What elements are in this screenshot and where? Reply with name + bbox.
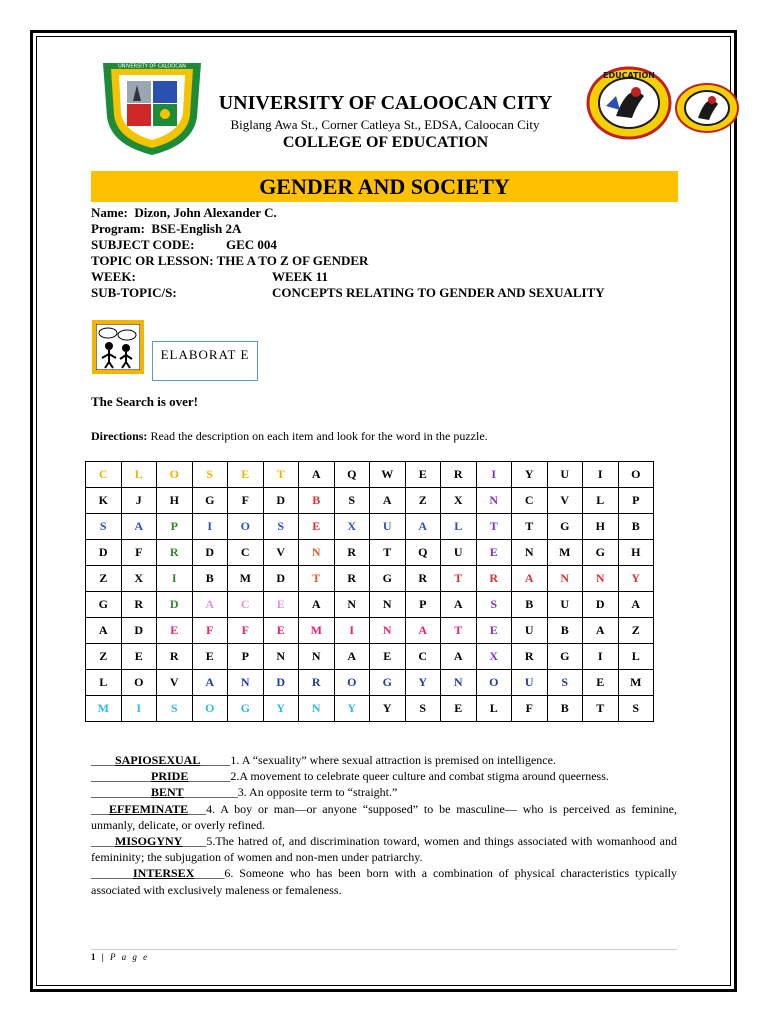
blank-pre: __________: [91, 769, 151, 784]
grid-cell: Y: [263, 696, 299, 722]
blank-post: _____: [200, 753, 231, 767]
answer-word: SAPIOSEXUAL: [115, 753, 201, 767]
grid-cell: L: [121, 462, 157, 488]
blank-pre: ____: [91, 834, 115, 849]
activity-title: The Search is over!: [91, 394, 198, 409]
page-label: P a g e: [109, 952, 150, 962]
grid-cell: G: [547, 514, 583, 540]
blank-pre: _______: [91, 866, 133, 881]
grid-cell: R: [157, 644, 193, 670]
grid-cell: K: [86, 488, 122, 514]
grid-cell: U: [547, 592, 583, 618]
answer-item: [91, 865, 677, 897]
grid-row: [86, 488, 654, 514]
grid-cell: F: [192, 618, 228, 644]
answer-word: EFFEMINATE: [109, 801, 189, 816]
grid-cell: Y: [618, 566, 654, 592]
grid-cell: U: [512, 618, 548, 644]
grid-cell: T: [583, 696, 619, 722]
grid-cell: Z: [618, 618, 654, 644]
grid-cell: L: [476, 696, 512, 722]
grid-cell: N: [547, 566, 583, 592]
subject-code-line: [91, 237, 277, 253]
grid-cell: D: [192, 540, 228, 566]
name-line: [91, 205, 277, 221]
grid-cell: S: [405, 696, 441, 722]
grid-cell: O: [618, 462, 654, 488]
subtopic-label: SUB-TOPIC/S:: [91, 285, 177, 300]
grid-cell: Y: [512, 462, 548, 488]
grid-cell: Q: [334, 462, 370, 488]
grid-cell: R: [299, 670, 335, 696]
grid-cell: D: [86, 540, 122, 566]
seal-lettering: UNIVERSITY OF CALOOCAN: [118, 63, 186, 70]
grid-cell: T: [512, 514, 548, 540]
grid-cell: M: [228, 566, 264, 592]
grid-cell: C: [405, 644, 441, 670]
subtopic-value: CONCEPTS RELATING TO GENDER AND SEXUALITY: [272, 285, 605, 300]
grid-cell: A: [618, 592, 654, 618]
subtopic-line: [91, 285, 677, 301]
grid-cell: U: [441, 540, 477, 566]
item-description: 1. A “sexuality” where sexual attraction is premised on intelligence.: [230, 753, 556, 767]
blank-post: ____: [182, 834, 207, 849]
grid-cell: M: [299, 618, 335, 644]
grid-row: [86, 670, 654, 696]
grid-cell: N: [263, 644, 299, 670]
item-description: 4. A boy or man—or anyone “supposed” to be masculine— who is perceived as feminine, unmanly, delicate, or overly refined.: [91, 801, 677, 832]
grid-cell: T: [476, 514, 512, 540]
grid-cell: Y: [370, 696, 406, 722]
topic-line: [91, 253, 368, 269]
grid-cell: S: [476, 592, 512, 618]
grid-cell: O: [121, 670, 157, 696]
answer-item: [91, 784, 677, 800]
logo-lettering: EDUCATION: [603, 71, 655, 80]
grid-cell: E: [192, 644, 228, 670]
grid-cell: N: [512, 540, 548, 566]
answer-list: [91, 752, 677, 898]
grid-cell: E: [228, 462, 264, 488]
grid-cell: U: [370, 514, 406, 540]
blank-post: _______: [188, 769, 231, 784]
grid-cell: Z: [405, 488, 441, 514]
grid-cell: X: [476, 644, 512, 670]
answer-item: [91, 752, 677, 768]
grid-cell: B: [618, 514, 654, 540]
grid-cell: S: [263, 514, 299, 540]
grid-cell: Q: [405, 540, 441, 566]
grid-cell: A: [441, 592, 477, 618]
grid-cell: D: [157, 592, 193, 618]
grid-cell: H: [618, 540, 654, 566]
grid-cell: L: [618, 644, 654, 670]
grid-cell: V: [263, 540, 299, 566]
grid-cell: A: [512, 566, 548, 592]
grid-cell: T: [441, 566, 477, 592]
grid-cell: B: [547, 696, 583, 722]
grid-cell: E: [476, 618, 512, 644]
topic-value: THE A TO Z OF GENDER: [216, 253, 369, 268]
grid-cell: A: [86, 618, 122, 644]
footer-divider: [91, 949, 677, 950]
grid-cell: T: [370, 540, 406, 566]
grid-cell: G: [547, 644, 583, 670]
grid-cell: P: [405, 592, 441, 618]
grid-cell: B: [192, 566, 228, 592]
directions-label: Directions:: [91, 429, 148, 443]
program-line: [91, 221, 241, 237]
week-value: WEEK 11: [272, 269, 328, 284]
grid-cell: Y: [405, 670, 441, 696]
name-label: Name:: [91, 205, 128, 220]
grid-cell: M: [86, 696, 122, 722]
grid-row: [86, 540, 654, 566]
grid-cell: I: [121, 696, 157, 722]
grid-cell: P: [157, 514, 193, 540]
grid-cell: U: [512, 670, 548, 696]
grid-cell: B: [547, 618, 583, 644]
grid-cell: N: [370, 618, 406, 644]
grid-cell: D: [121, 618, 157, 644]
subject-code-label: SUBJECT CODE:: [91, 237, 195, 252]
grid-cell: F: [512, 696, 548, 722]
college-name: COLLEGE OF EDUCATION: [282, 134, 489, 151]
university-name: UNIVERSITY OF CALOOCAN CITY: [218, 92, 553, 114]
grid-cell: E: [263, 618, 299, 644]
grid-row: [86, 696, 654, 722]
grid-cell: I: [583, 644, 619, 670]
grid-cell: R: [121, 592, 157, 618]
grid-cell: D: [263, 670, 299, 696]
grid-cell: R: [512, 644, 548, 670]
grid-row: [86, 644, 654, 670]
grid-cell: N: [334, 592, 370, 618]
blank-pre: ____: [91, 753, 115, 767]
grid-cell: N: [476, 488, 512, 514]
grid-cell: X: [121, 566, 157, 592]
grid-cell: I: [192, 514, 228, 540]
university-address: Biglang Awa St., Corner Catleya St., EDSA, Caloocan City: [230, 117, 540, 132]
grid-cell: T: [299, 566, 335, 592]
grid-cell: G: [370, 670, 406, 696]
grid-cell: B: [299, 488, 335, 514]
grid-cell: F: [228, 618, 264, 644]
grid-cell: R: [157, 540, 193, 566]
grid-cell: D: [583, 592, 619, 618]
item-description: 2.A movement to celebrate queer culture and combat stigma around queerness.: [230, 769, 609, 784]
grid-cell: S: [618, 696, 654, 722]
blank-post: _________: [183, 785, 238, 800]
grid-cell: S: [192, 462, 228, 488]
grid-cell: E: [263, 592, 299, 618]
directions: [91, 429, 488, 444]
answer-word: PRIDE: [151, 769, 189, 784]
grid-cell: I: [334, 618, 370, 644]
grid-cell: O: [334, 670, 370, 696]
grid-cell: F: [121, 540, 157, 566]
grid-row: [86, 514, 654, 540]
grid-cell: N: [299, 540, 335, 566]
grid-cell: C: [228, 592, 264, 618]
grid-cell: A: [583, 618, 619, 644]
grid-cell: S: [547, 670, 583, 696]
grid-cell: I: [157, 566, 193, 592]
answer-item: [91, 801, 677, 833]
grid-cell: N: [299, 644, 335, 670]
grid-cell: G: [228, 696, 264, 722]
answer-item: [91, 768, 677, 784]
grid-cell: R: [476, 566, 512, 592]
grid-cell: S: [157, 696, 193, 722]
grid-cell: T: [263, 462, 299, 488]
discussion-icon: [92, 320, 144, 374]
blank-post: ___: [188, 801, 207, 816]
week-line: [91, 269, 328, 285]
grid-cell: E: [121, 644, 157, 670]
grid-cell: H: [583, 514, 619, 540]
grid-cell: L: [86, 670, 122, 696]
grid-cell: R: [441, 462, 477, 488]
grid-cell: A: [121, 514, 157, 540]
answer-word: INTERSEX: [133, 866, 195, 881]
grid-cell: A: [299, 462, 335, 488]
grid-cell: A: [334, 644, 370, 670]
blank-pre: ___: [91, 801, 109, 816]
page-separator: |: [97, 952, 110, 962]
grid-cell: D: [263, 566, 299, 592]
page-footer: [91, 952, 149, 962]
grid-cell: X: [334, 514, 370, 540]
grid-cell: O: [192, 696, 228, 722]
grid-cell: Y: [334, 696, 370, 722]
grid-cell: I: [583, 462, 619, 488]
grid-cell: L: [441, 514, 477, 540]
answer-word: BENT: [151, 785, 184, 800]
answer-item: [91, 833, 677, 865]
course-title-banner: GENDER AND SOCIETY: [91, 171, 678, 202]
program-label: Program:: [91, 221, 145, 236]
university-seal: [97, 57, 207, 157]
grid-row: [86, 462, 654, 488]
grid-cell: A: [405, 618, 441, 644]
section-label-elaborate: ELABORAT E: [152, 341, 258, 381]
grid-cell: R: [334, 540, 370, 566]
grid-cell: A: [405, 514, 441, 540]
grid-cell: O: [228, 514, 264, 540]
grid-cell: S: [86, 514, 122, 540]
education-logo-small: [674, 82, 740, 134]
grid-cell: C: [86, 462, 122, 488]
grid-cell: A: [370, 488, 406, 514]
grid-row: [86, 592, 654, 618]
grid-cell: N: [370, 592, 406, 618]
grid-cell: N: [299, 696, 335, 722]
subject-code-value: GEC 004: [226, 237, 277, 252]
grid-cell: E: [476, 540, 512, 566]
grid-cell: G: [86, 592, 122, 618]
grid-cell: A: [192, 670, 228, 696]
item-description: 5.The hatred of, and discrimination toward, women and things associated with womanhood and femininity; the subjugation of women and non-men under patriarchy.: [91, 834, 677, 865]
grid-row: [86, 566, 654, 592]
grid-cell: B: [512, 592, 548, 618]
grid-cell: C: [512, 488, 548, 514]
grid-cell: Z: [86, 566, 122, 592]
grid-cell: P: [618, 488, 654, 514]
grid-cell: M: [547, 540, 583, 566]
grid-cell: L: [583, 488, 619, 514]
topic-label: TOPIC OR LESSON:: [91, 253, 214, 268]
grid-cell: R: [334, 566, 370, 592]
grid-cell: E: [441, 696, 477, 722]
grid-cell: W: [370, 462, 406, 488]
item-description: 3. An opposite term to “straight.”: [237, 785, 398, 800]
grid-cell: G: [583, 540, 619, 566]
word-search-grid: [85, 461, 654, 722]
grid-cell: E: [583, 670, 619, 696]
grid-cell: E: [405, 462, 441, 488]
name-value: Dizon, John Alexander C.: [134, 205, 277, 220]
blank-pre: __________: [91, 785, 151, 800]
grid-cell: G: [370, 566, 406, 592]
grid-cell: T: [441, 618, 477, 644]
grid-cell: E: [299, 514, 335, 540]
education-logo: [586, 66, 672, 140]
grid-cell: H: [157, 488, 193, 514]
grid-cell: I: [476, 462, 512, 488]
grid-cell: C: [228, 540, 264, 566]
grid-cell: S: [334, 488, 370, 514]
grid-cell: V: [547, 488, 583, 514]
item-description: 6. Someone who has been born with a combination of physical characteristics typically associated with exclusively maleness or femaleness.: [91, 866, 677, 897]
program-value: BSE-English 2A: [151, 221, 242, 236]
grid-cell: P: [228, 644, 264, 670]
directions-text: Read the description on each item and look for the word in the puzzle.: [147, 429, 488, 443]
grid-cell: D: [263, 488, 299, 514]
grid-cell: F: [228, 488, 264, 514]
grid-cell: E: [157, 618, 193, 644]
grid-row: [86, 618, 654, 644]
grid-cell: E: [370, 644, 406, 670]
grid-cell: R: [405, 566, 441, 592]
grid-cell: J: [121, 488, 157, 514]
grid-cell: X: [441, 488, 477, 514]
answer-word: MISOGYNY: [115, 834, 183, 849]
grid-cell: N: [228, 670, 264, 696]
grid-cell: A: [192, 592, 228, 618]
grid-cell: O: [476, 670, 512, 696]
grid-cell: Z: [86, 644, 122, 670]
grid-cell: V: [157, 670, 193, 696]
grid-cell: M: [618, 670, 654, 696]
page-number: 1: [91, 952, 98, 962]
grid-cell: U: [547, 462, 583, 488]
grid-cell: N: [583, 566, 619, 592]
blank-post: _____: [194, 866, 225, 881]
grid-cell: A: [441, 644, 477, 670]
grid-cell: N: [441, 670, 477, 696]
grid-cell: A: [299, 592, 335, 618]
grid-cell: G: [192, 488, 228, 514]
week-label: WEEK:: [91, 269, 136, 284]
grid-cell: O: [157, 462, 193, 488]
